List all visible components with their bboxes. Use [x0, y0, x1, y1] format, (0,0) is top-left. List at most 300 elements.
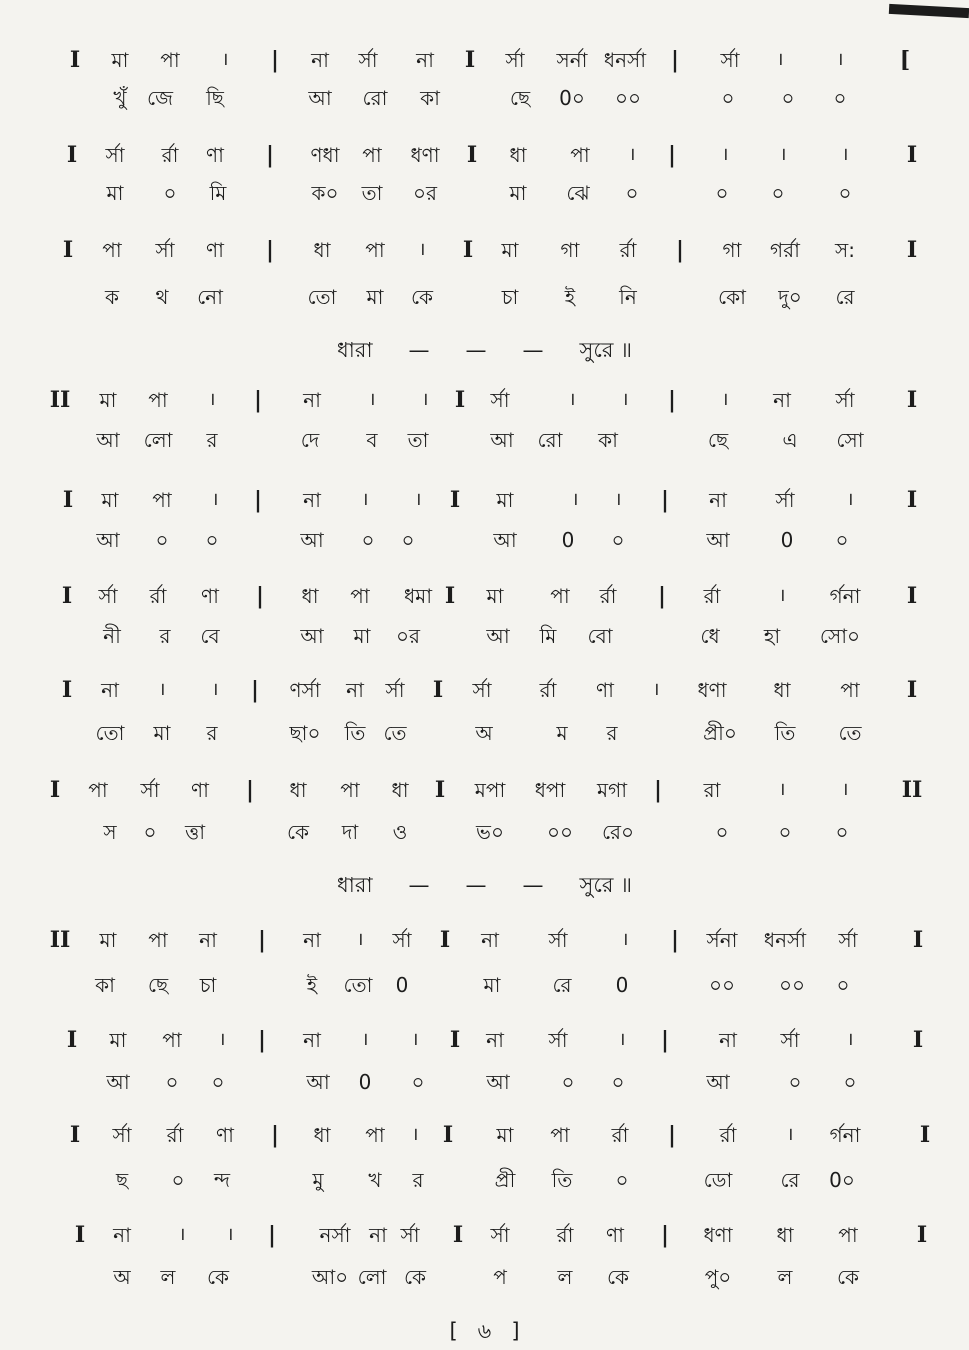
lyric-syllable: ০: [615, 1168, 629, 1192]
swara-note: না: [199, 928, 217, 952]
lyric-syllable: ০: [715, 181, 729, 205]
bar-separator: |: [670, 927, 680, 953]
bar-separator: I: [449, 1027, 461, 1053]
lyric-syllable: কে: [206, 1265, 230, 1289]
swara-note: গা: [722, 238, 742, 262]
bar-separator: |: [667, 387, 677, 413]
lyric-syllable: খ: [368, 1168, 382, 1192]
swara-note: ণর্সা: [289, 678, 321, 702]
lyric-syllable: ছে: [147, 973, 169, 997]
lyric-syllable: রে: [552, 973, 572, 997]
bar-separator: |: [253, 487, 263, 513]
lyric-syllable: কে: [606, 1265, 630, 1289]
bar-separator: II: [901, 777, 923, 803]
lyric-syllable: চা: [501, 285, 519, 309]
bar-separator: |: [653, 777, 663, 803]
lyric-syllable: মা: [153, 721, 171, 745]
bar-separator: I: [906, 487, 918, 513]
lyric-syllable: রো: [362, 86, 388, 110]
swara-note: পা: [148, 388, 168, 412]
bar-separator: I: [74, 1222, 86, 1248]
lyric-syllable: আ: [493, 528, 517, 552]
lyric-syllable: ০: [411, 1070, 425, 1094]
scan-edge-mark: [889, 4, 969, 18]
bar-separator: I: [906, 387, 918, 413]
rest-mark: ।: [568, 389, 576, 410]
swara-note: ধণা: [410, 143, 440, 167]
header-dash: —: [465, 338, 487, 362]
bar-separator: I: [61, 677, 73, 703]
lyric-syllable: ০: [771, 181, 785, 205]
rest-mark: ।: [356, 929, 364, 950]
lyric-syllable: ০: [843, 1070, 857, 1094]
lyric-syllable: দা: [341, 820, 359, 844]
swara-note: না: [303, 1028, 321, 1052]
lyric-syllable: ০: [721, 86, 735, 110]
swara-note: পা: [838, 1223, 858, 1247]
lyric-syllable: তা: [361, 181, 383, 205]
rest-mark: ।: [218, 1029, 226, 1050]
swara-note: পা: [840, 678, 860, 702]
lyric-syllable: সো: [836, 428, 864, 452]
bar-separator: |: [267, 1222, 277, 1248]
rest-mark: ।: [411, 1124, 419, 1145]
lyric-syllable: 0: [395, 973, 409, 997]
swara-note: ধণা: [703, 1223, 733, 1247]
swara-note: না: [303, 488, 321, 512]
swara-note: ধা: [301, 584, 319, 608]
lyric-syllable: লো: [357, 1265, 387, 1289]
rest-mark: ।: [226, 1224, 234, 1245]
lyric-syllable: ০: [211, 1070, 225, 1094]
swara-note: পা: [350, 584, 370, 608]
lyric-syllable: ০০: [546, 820, 574, 844]
swara-note: নর্সা: [319, 1223, 351, 1247]
lyric-syllable: ০: [205, 528, 219, 552]
lyric-syllable: ০: [778, 820, 792, 844]
swara-note: র্রা: [161, 143, 179, 167]
bar-separator: |: [245, 777, 255, 803]
lyric-syllable: ০: [836, 973, 850, 997]
lyric-syllable: স: [103, 820, 117, 844]
lyric-syllable: লো: [143, 428, 173, 452]
swara-note: সর্না: [556, 48, 588, 72]
rest-mark: ।: [841, 144, 849, 165]
header-dhara: ধারা: [337, 338, 373, 362]
rest-mark: ।: [786, 1124, 794, 1145]
lyric-syllable: ভ০: [476, 820, 504, 844]
bar-separator: |: [255, 583, 265, 609]
swara-note: র্সা: [112, 1123, 132, 1147]
lyric-syllable: ন্দ: [213, 1168, 231, 1192]
swara-note: স:: [835, 238, 855, 262]
swara-note: ধনর্সা: [603, 48, 647, 72]
swara-note: না: [311, 48, 329, 72]
lyric-syllable: নী: [103, 624, 121, 648]
bar-separator: I: [434, 777, 446, 803]
swara-note: ণা: [206, 143, 224, 167]
bar-separator: |: [667, 142, 677, 168]
swara-note: না: [719, 1028, 737, 1052]
header-sure: সুরে ॥: [579, 338, 632, 362]
rest-mark: ।: [211, 679, 219, 700]
lyric-syllable: মি: [209, 181, 227, 205]
bar-separator: I: [464, 47, 476, 73]
lyric-syllable: ০: [625, 181, 639, 205]
lyric-syllable: আ: [486, 624, 510, 648]
bar-separator: I: [444, 583, 456, 609]
lyric-syllable: ০: [781, 86, 795, 110]
swara-note: মা: [111, 48, 129, 72]
lyric-syllable: ছি: [206, 86, 224, 110]
header-sure: সুরে ॥: [579, 873, 632, 897]
rest-mark: ।: [158, 679, 166, 700]
swara-note: র্সা: [105, 143, 125, 167]
swara-note: র্সা: [548, 1028, 568, 1052]
rest-mark: ।: [721, 144, 729, 165]
lyric-syllable: নো: [197, 285, 223, 309]
swara-note: র্সা: [835, 388, 855, 412]
swara-note: মা: [486, 584, 504, 608]
lyric-syllable: তো: [307, 285, 337, 309]
swara-note: র্সা: [490, 388, 510, 412]
swara-note: না: [303, 388, 321, 412]
rest-mark: ।: [368, 389, 376, 410]
swara-note: গা: [560, 238, 580, 262]
swara-note: না: [709, 488, 727, 512]
lyric-syllable: আ: [300, 624, 324, 648]
bar-separator: |: [660, 1222, 670, 1248]
rest-mark: ।: [178, 1224, 186, 1245]
lyric-syllable: ম: [556, 721, 568, 745]
lyric-syllable: বে: [200, 624, 220, 648]
swara-note: ণা: [216, 1123, 234, 1147]
bar-separator: I: [432, 677, 444, 703]
swara-note: না: [481, 928, 499, 952]
header-dash: —: [408, 338, 430, 362]
page-number-value: ৬: [477, 1319, 492, 1343]
swara-note: পা: [340, 778, 360, 802]
bar-separator: I: [66, 1027, 78, 1053]
lyric-syllable: মা: [366, 285, 384, 309]
lyric-syllable: আ: [96, 428, 120, 452]
lyric-syllable: তা: [407, 428, 429, 452]
bar-separator: |: [270, 47, 280, 73]
bar-separator: II: [49, 387, 71, 413]
lyric-syllable: হা: [763, 624, 781, 648]
header-dash: —: [465, 873, 487, 897]
bar-separator: I: [66, 142, 78, 168]
bar-separator: I: [62, 237, 74, 263]
bar-separator: |: [257, 927, 267, 953]
lyric-syllable: ত্তা: [184, 820, 206, 844]
swara-note: না: [773, 388, 791, 412]
lyric-syllable: রে: [835, 285, 855, 309]
swara-note: ধা: [313, 238, 331, 262]
lyric-syllable: ল: [777, 1265, 793, 1289]
header-dash: —: [408, 873, 430, 897]
swara-note: র্সা: [400, 1223, 420, 1247]
rest-mark: ।: [628, 144, 636, 165]
swara-note: ধা: [313, 1123, 331, 1147]
bar-separator: II: [49, 927, 71, 953]
swara-note: ণা: [606, 1223, 624, 1247]
lyric-syllable: আ: [106, 1070, 130, 1094]
bar-separator: |: [660, 1027, 670, 1053]
lyric-syllable: দে: [300, 428, 320, 452]
rest-mark: ।: [411, 1029, 419, 1050]
lyric-syllable: ০০: [708, 973, 736, 997]
lyric-syllable: 0০: [559, 86, 585, 110]
lyric-syllable: ব: [366, 428, 378, 452]
swara-note: পা: [362, 143, 382, 167]
lyric-syllable: ০র: [412, 181, 438, 205]
lyric-syllable: প্রী: [494, 1168, 516, 1192]
page-number: [0, 1315, 969, 1350]
lyric-syllable: খুঁ: [113, 86, 127, 110]
swara-note: পা: [152, 488, 172, 512]
lyric-syllable: বো: [587, 624, 613, 648]
lyric-syllable: রে০: [601, 820, 635, 844]
lyric-syllable: 0: [780, 528, 794, 552]
swara-note: র্সা: [385, 678, 405, 702]
swara-note: মগা: [596, 778, 628, 802]
swara-note: না: [486, 1028, 504, 1052]
lyric-syllable: তে: [838, 721, 862, 745]
section-header: [0, 872, 969, 898]
lyric-syllable: র: [206, 721, 218, 745]
lyric-syllable: আ: [706, 1070, 730, 1094]
swara-note: র্সা: [720, 48, 740, 72]
rest-mark: ।: [418, 239, 426, 260]
swara-note: ণা: [201, 584, 219, 608]
swara-note: ধা: [773, 678, 791, 702]
swara-note: না: [303, 928, 321, 952]
rest-mark: ।: [361, 489, 369, 510]
lyric-syllable: আ: [490, 428, 514, 452]
swara-note: ধা: [776, 1223, 794, 1247]
swara-note: র্রা: [166, 1123, 184, 1147]
rest-mark: ।: [571, 489, 579, 510]
swara-note: মা: [99, 388, 117, 412]
bar-separator: I: [912, 1027, 924, 1053]
lyric-syllable: 0: [615, 973, 629, 997]
swara-note: ণধা: [310, 143, 340, 167]
lyric-syllable: মা: [106, 181, 124, 205]
bar-separator: [: [899, 47, 911, 73]
swara-note: মা: [99, 928, 117, 952]
lyric-syllable: পু০: [704, 1265, 732, 1289]
swara-note: না: [369, 1223, 387, 1247]
swara-note: না: [416, 48, 434, 72]
lyric-syllable: কা: [598, 428, 618, 452]
lyric-syllable: ০: [835, 528, 849, 552]
swara-note: পা: [550, 1123, 570, 1147]
bar-separator: I: [442, 1122, 454, 1148]
swara-note: র্সা: [775, 488, 795, 512]
lyric-syllable: ল: [160, 1265, 176, 1289]
lyric-syllable: ছে: [707, 428, 729, 452]
swara-note: র্সা: [155, 238, 175, 262]
lyric-syllable: ০: [611, 1070, 625, 1094]
lyric-syllable: র: [159, 624, 171, 648]
bar-separator: I: [449, 487, 461, 513]
lyric-syllable: আ: [486, 1070, 510, 1094]
lyric-syllable: নি: [619, 285, 637, 309]
lyric-syllable: র: [206, 428, 218, 452]
rest-mark: ।: [846, 489, 854, 510]
header-dash: —: [522, 338, 544, 362]
bar-separator: I: [452, 1222, 464, 1248]
swara-note: পা: [570, 143, 590, 167]
lyric-syllable: মা: [483, 973, 501, 997]
swara-note: ধনর্সা: [763, 928, 807, 952]
swara-note: র্রা: [719, 1123, 737, 1147]
lyric-syllable: ০: [361, 528, 375, 552]
lyric-syllable: তি: [344, 721, 366, 745]
lyric-syllable: 0০: [829, 1168, 855, 1192]
lyric-syllable: অ: [113, 1265, 131, 1289]
lyric-syllable: ০র: [395, 624, 421, 648]
swara-note: র্রা: [703, 584, 721, 608]
lyric-syllable: মি: [539, 624, 557, 648]
swara-note: না: [346, 678, 364, 702]
header-dash: —: [522, 873, 544, 897]
bar-separator: |: [265, 237, 275, 263]
rest-mark: ।: [841, 779, 849, 800]
rest-mark: ।: [652, 679, 660, 700]
bar-separator: I: [69, 1122, 81, 1148]
lyric-syllable: তে: [383, 721, 407, 745]
lyric-syllable: রে: [780, 1168, 800, 1192]
rest-mark: ।: [361, 1029, 369, 1050]
header-dhara: ধারা: [337, 873, 373, 897]
rest-mark: ।: [778, 585, 786, 606]
bar-separator: |: [667, 1122, 677, 1148]
lyric-syllable: সো০: [819, 624, 861, 648]
swara-note: মা: [496, 488, 514, 512]
rest-mark: ।: [778, 779, 786, 800]
lyric-syllable: ০: [401, 528, 415, 552]
lyric-syllable: ০: [561, 1070, 575, 1094]
lyric-syllable: প: [493, 1265, 507, 1289]
lyric-syllable: মা: [353, 624, 371, 648]
lyric-syllable: ০: [611, 528, 625, 552]
rest-mark: ।: [779, 144, 787, 165]
lyric-syllable: ধে: [700, 624, 720, 648]
swara-note: র্সা: [838, 928, 858, 952]
lyric-syllable: তো: [343, 973, 373, 997]
swara-note: র্সা: [358, 48, 378, 72]
swara-note: না: [101, 678, 119, 702]
lyric-syllable: ও: [392, 820, 408, 844]
lyric-syllable: তি: [551, 1168, 573, 1192]
rest-mark: ।: [221, 49, 229, 70]
swara-note: র্সা: [780, 1028, 800, 1052]
lyric-syllable: কা: [95, 973, 115, 997]
rest-mark: ।: [618, 1029, 626, 1050]
swara-note: র্রা: [619, 238, 637, 262]
swara-note: মা: [496, 1123, 514, 1147]
lyric-syllable: আ: [308, 86, 332, 110]
swara-note: ধপা: [534, 778, 566, 802]
lyric-syllable: মা: [509, 181, 527, 205]
swara-note: ণা: [596, 678, 614, 702]
swara-note: পা: [162, 1028, 182, 1052]
bar-separator: I: [906, 142, 918, 168]
lyric-syllable: তো: [95, 721, 125, 745]
swara-note: মা: [101, 488, 119, 512]
lyric-syllable: 0: [561, 528, 575, 552]
lyric-syllable: কে: [836, 1265, 860, 1289]
swara-note: ধা: [391, 778, 409, 802]
swara-note: ধণা: [697, 678, 727, 702]
lyric-syllable: ই: [306, 973, 318, 997]
lyric-syllable: কে: [286, 820, 310, 844]
swara-note: ণা: [206, 238, 224, 262]
lyric-syllable: ক০: [311, 181, 339, 205]
swara-note: পা: [88, 778, 108, 802]
bar-separator: I: [62, 487, 74, 513]
swara-note: র্সা: [472, 678, 492, 702]
rest-mark: ।: [846, 1029, 854, 1050]
swara-note: র্সা: [140, 778, 160, 802]
swara-note: র্সা: [490, 1223, 510, 1247]
lyric-syllable: ০: [143, 820, 157, 844]
bar-separator: I: [916, 1222, 928, 1248]
bar-separator: |: [250, 677, 260, 703]
bar-separator: |: [660, 487, 670, 513]
rest-mark: ।: [614, 489, 622, 510]
lyric-syllable: জে: [146, 86, 174, 110]
lyric-syllable: ডো: [703, 1168, 733, 1192]
lyric-syllable: কে: [403, 1265, 427, 1289]
swara-note: র্রা: [539, 678, 557, 702]
lyric-syllable: ০: [835, 820, 849, 844]
swara-note: র্সনা: [706, 928, 738, 952]
lyric-syllable: ০: [715, 820, 729, 844]
lyric-syllable: ০: [838, 181, 852, 205]
lyric-syllable: 0: [358, 1070, 372, 1094]
swara-note: পা: [550, 584, 570, 608]
lyric-syllable: ০০: [614, 86, 642, 110]
lyric-syllable: আ: [96, 528, 120, 552]
bar-separator: |: [257, 1027, 267, 1053]
lyric-syllable: তি: [774, 721, 796, 745]
swara-note: র্গনা: [829, 1123, 861, 1147]
swara-note: র্সা: [392, 928, 412, 952]
swara-note: মা: [501, 238, 519, 262]
lyric-syllable: আ: [300, 528, 324, 552]
swara-note: র্সা: [548, 928, 568, 952]
swara-note: র্রা: [599, 584, 617, 608]
lyric-syllable: ক: [105, 285, 119, 309]
swara-note: মা: [109, 1028, 127, 1052]
section-header: [0, 337, 969, 363]
swara-note: ধা: [289, 778, 307, 802]
lyric-syllable: ০: [833, 86, 847, 110]
lyric-syllable: আ: [306, 1070, 330, 1094]
lyric-syllable: ০: [163, 181, 177, 205]
swara-note: মপা: [474, 778, 506, 802]
swara-note: র্রা: [611, 1123, 629, 1147]
lyric-syllable: ০: [171, 1168, 185, 1192]
rest-mark: ।: [208, 389, 216, 410]
lyric-syllable: ছা০: [289, 721, 321, 745]
bar-separator: |: [253, 387, 263, 413]
swara-note: না: [113, 1223, 131, 1247]
swara-note: পা: [365, 238, 385, 262]
